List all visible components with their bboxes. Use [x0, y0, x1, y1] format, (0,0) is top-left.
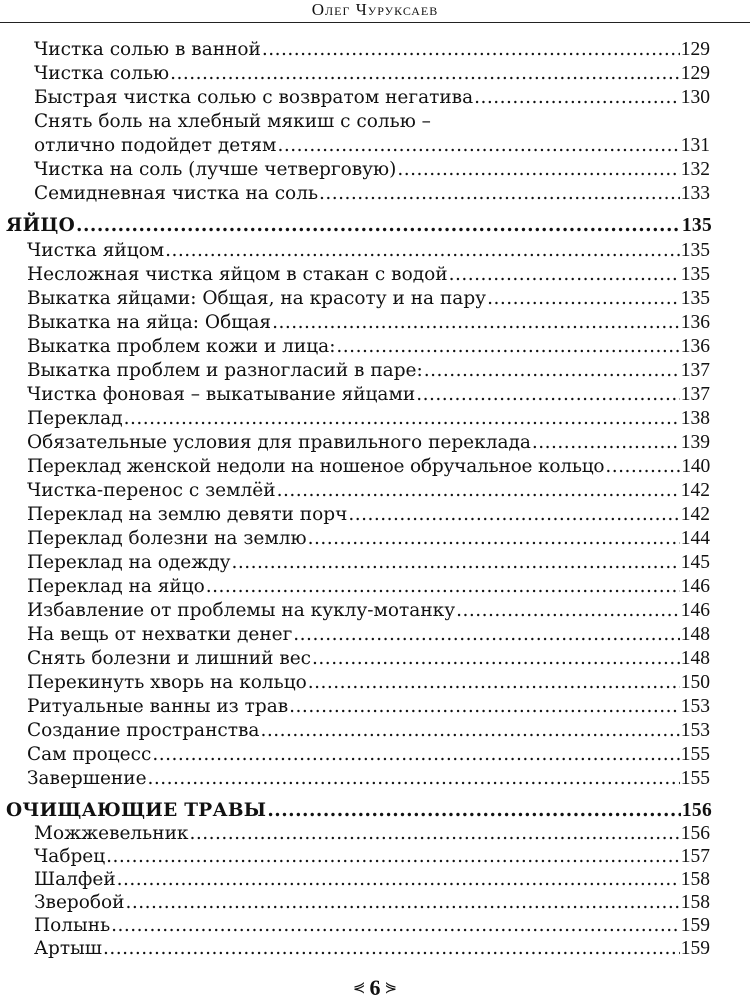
page-number: 6 — [369, 975, 381, 1000]
toc-entry[interactable] — [34, 183, 710, 205]
toc-entry-label: Несложная чистка яйцом в стакан с водой — [27, 264, 448, 285]
dot-leader — [474, 87, 680, 109]
toc-entry-page: 146 — [680, 576, 710, 597]
dot-leader — [277, 480, 680, 502]
toc-entry-page: 159 — [680, 915, 710, 936]
toc-entry-page: 136 — [680, 312, 710, 333]
dot-leader — [397, 159, 679, 181]
toc-entry-label: Семидневная чистка на соль — [34, 183, 319, 204]
dot-leader — [336, 336, 679, 358]
toc-entry-label: Переклад — [27, 408, 123, 429]
toc-entry-page: 146 — [680, 600, 710, 621]
toc-entry-page: 135 — [680, 288, 710, 309]
toc-entry[interactable] — [34, 823, 710, 845]
toc-entry[interactable] — [27, 624, 710, 646]
toc-entry-page: 153 — [680, 696, 710, 717]
toc-section-page: 156 — [681, 800, 712, 821]
dot-leader — [293, 624, 679, 646]
ornament-left-icon: ⋞ — [352, 980, 366, 996]
toc-entry[interactable] — [27, 360, 710, 382]
toc-entry[interactable] — [27, 432, 710, 454]
toc-entry-label: Выкатка проблем и разногласий в паре: — [27, 360, 423, 381]
toc-entry[interactable] — [27, 576, 710, 598]
dot-leader — [152, 744, 679, 766]
toc-entry[interactable] — [27, 408, 710, 430]
toc-entry-label: Чистка на соль (лучше четверговую) — [34, 159, 397, 180]
toc-entry[interactable] — [34, 846, 710, 868]
toc-entry-page: 150 — [680, 672, 710, 693]
dot-leader — [170, 63, 680, 85]
toc-entry-label: Можжевельник — [34, 823, 189, 844]
toc-entry[interactable] — [27, 336, 710, 358]
dot-leader — [165, 240, 680, 262]
toc-section-title: ОЧИЩАЮЩИЕ ТРАВЫ — [6, 800, 267, 821]
toc-entry-wrapped-line[interactable] — [34, 111, 710, 133]
toc-entry-page: 148 — [680, 624, 710, 645]
toc-entry-label: отлично подойдет детям — [34, 135, 277, 156]
dot-leader — [308, 528, 680, 550]
toc-entry-page: 158 — [680, 892, 710, 913]
toc-entry[interactable] — [27, 648, 710, 670]
toc-entry-label: На вещь от нехватки денег — [27, 624, 293, 645]
toc-entry[interactable] — [27, 456, 710, 478]
toc-entry-page: 137 — [680, 384, 710, 405]
dot-leader — [76, 215, 681, 237]
toc-entry-label: Ритуальные ванны из трав — [27, 696, 289, 717]
toc-entry-label: Создание пространства — [27, 720, 260, 741]
dot-leader — [272, 312, 680, 334]
dot-leader — [148, 768, 680, 790]
toc-entry-label: Зверобой — [34, 892, 125, 913]
toc-entry[interactable] — [34, 938, 710, 960]
toc-entry[interactable] — [27, 384, 710, 406]
toc-entry-page: 133 — [680, 183, 710, 204]
toc-entry-page: 135 — [680, 264, 710, 285]
toc-entry-label: Чистка яйцом — [27, 240, 165, 261]
toc-entry-label: Снять болезни и лишний вес — [27, 648, 312, 669]
toc-entry-page: 140 — [681, 456, 710, 477]
toc-entry-page: 148 — [680, 648, 710, 669]
toc-entry-label: Сам процесс — [27, 744, 152, 765]
toc-entry[interactable] — [27, 672, 710, 694]
toc-entry[interactable] — [34, 159, 710, 181]
dot-leader — [189, 823, 679, 845]
dot-leader — [260, 720, 679, 742]
toc-entry-label: Обязательные условия для правильного переклада — [27, 432, 531, 453]
toc-entry-page: 131 — [680, 135, 710, 156]
toc-entry[interactable] — [27, 480, 710, 502]
dot-leader — [262, 39, 680, 61]
dot-leader — [416, 384, 680, 406]
toc-entry-page: 158 — [680, 869, 710, 890]
toc-entry-page: 155 — [680, 744, 710, 765]
toc-entry-label: Чистка фоновая – выкатывание яйцами — [27, 384, 416, 405]
running-head: Олег Чуруксаев — [0, 0, 750, 23]
page-number-footer — [0, 976, 750, 1000]
dot-leader — [487, 288, 680, 310]
toc-section-page: 135 — [681, 215, 712, 236]
toc-entry[interactable] — [34, 87, 710, 109]
toc-entry-page: 159 — [680, 938, 710, 959]
toc-entry[interactable] — [34, 39, 710, 61]
toc-entry[interactable] — [34, 63, 710, 85]
toc-entry-label: Переклад на яйцо — [27, 576, 205, 597]
toc-entry[interactable] — [27, 768, 710, 790]
toc-entry[interactable] — [27, 264, 710, 286]
toc-entry-page: 129 — [680, 63, 710, 84]
toc-entry[interactable] — [34, 915, 710, 937]
dot-leader — [103, 938, 680, 960]
toc-entry-label: Переклад женской недоли на ношеное обручальное кольцо — [27, 456, 605, 477]
toc-entry-label: Выкатка проблем кожи и лица: — [27, 336, 336, 357]
toc-entry[interactable] — [27, 744, 710, 766]
toc-section-heading[interactable] — [6, 800, 712, 822]
dot-leader — [319, 183, 680, 205]
toc-entry-label: Полынь — [34, 915, 111, 936]
toc-entry-page: 153 — [680, 720, 710, 741]
toc-entry-page: 132 — [680, 159, 710, 180]
toc-entry[interactable] — [27, 288, 710, 310]
toc-entry[interactable] — [27, 312, 710, 334]
toc-entry-label: Шалфей — [34, 869, 116, 890]
dot-leader — [532, 432, 680, 454]
dot-leader — [424, 360, 680, 382]
dot-leader — [348, 504, 679, 526]
dot-leader — [277, 135, 679, 157]
dot-leader — [289, 696, 680, 718]
dot-leader — [117, 869, 680, 891]
toc-entry[interactable] — [34, 135, 710, 157]
toc-entry[interactable] — [27, 504, 710, 526]
toc-entry-page: 136 — [680, 336, 710, 357]
toc-entry-label: Переклад на одежду — [27, 552, 231, 573]
toc-entry[interactable] — [34, 892, 710, 914]
toc-entry-label: Снять боль на хлебный мякиш с солью – — [34, 111, 431, 132]
toc-entry-label: Выкатка на яйца: Общая — [27, 312, 272, 333]
dot-leader — [232, 552, 680, 574]
toc-entry-label: Артыш — [34, 938, 103, 959]
toc-entry-label: Переклад на землю девяти порч — [27, 504, 348, 525]
toc-entry-page: 144 — [680, 528, 710, 549]
dot-leader — [124, 408, 680, 430]
toc-entry[interactable] — [27, 552, 710, 574]
toc-entry[interactable] — [27, 720, 710, 742]
toc-entry-label: Избавление от проблемы на куклу-мотанку — [27, 600, 456, 621]
dot-leader — [605, 456, 680, 478]
toc-entry-page: 156 — [680, 823, 710, 844]
toc-section-title: ЯЙЦО — [6, 215, 75, 236]
toc-entry-page: 155 — [680, 768, 710, 789]
toc-entry-page: 139 — [680, 432, 710, 453]
dot-leader — [125, 892, 679, 914]
ornament-right-icon: ⋟ — [384, 980, 398, 996]
toc-entry[interactable] — [34, 869, 710, 891]
toc-entry-page: 157 — [680, 846, 710, 867]
toc-entry[interactable] — [27, 696, 710, 718]
toc-entry-label: Чабрец — [34, 846, 106, 867]
toc-entry-page: 135 — [680, 240, 710, 261]
toc-entry-page: 142 — [680, 504, 710, 525]
toc-entry-page: 138 — [680, 408, 710, 429]
dot-leader — [312, 648, 680, 670]
toc-entry-page: 142 — [680, 480, 710, 501]
dot-leader — [106, 846, 680, 868]
dot-leader — [111, 915, 680, 937]
dot-leader — [449, 264, 680, 286]
toc-entry-label: Перекинуть хворь на кольцо — [27, 672, 307, 693]
toc-entry-label: Чистка-перенос с землёй — [27, 480, 276, 501]
toc-section-heading[interactable] — [6, 215, 712, 237]
toc-entry[interactable] — [27, 600, 710, 622]
toc-entry-label: Чистка солью в ванной — [34, 39, 261, 60]
toc-entry-page: 145 — [680, 552, 710, 573]
toc-entry-label: Быстрая чистка солью с возвратом негатива — [34, 87, 474, 108]
toc-entry-label: Переклад болезни на землю — [27, 528, 307, 549]
dot-leader — [308, 672, 680, 694]
toc-entry-page: 130 — [680, 87, 710, 108]
dot-leader — [456, 600, 680, 622]
toc-entry-label: Выкатка яйцами: Общая, на красоту и на пару — [27, 288, 487, 309]
toc-entry-label: Завершение — [27, 768, 147, 789]
dot-leader — [206, 576, 680, 598]
toc-entry-page: 129 — [680, 39, 710, 60]
toc-entry-label: Чистка солью — [34, 63, 170, 84]
dot-leader — [267, 800, 681, 822]
toc-entry-page: 137 — [680, 360, 710, 381]
toc-entry[interactable] — [27, 528, 710, 550]
toc-entry[interactable] — [27, 240, 710, 262]
